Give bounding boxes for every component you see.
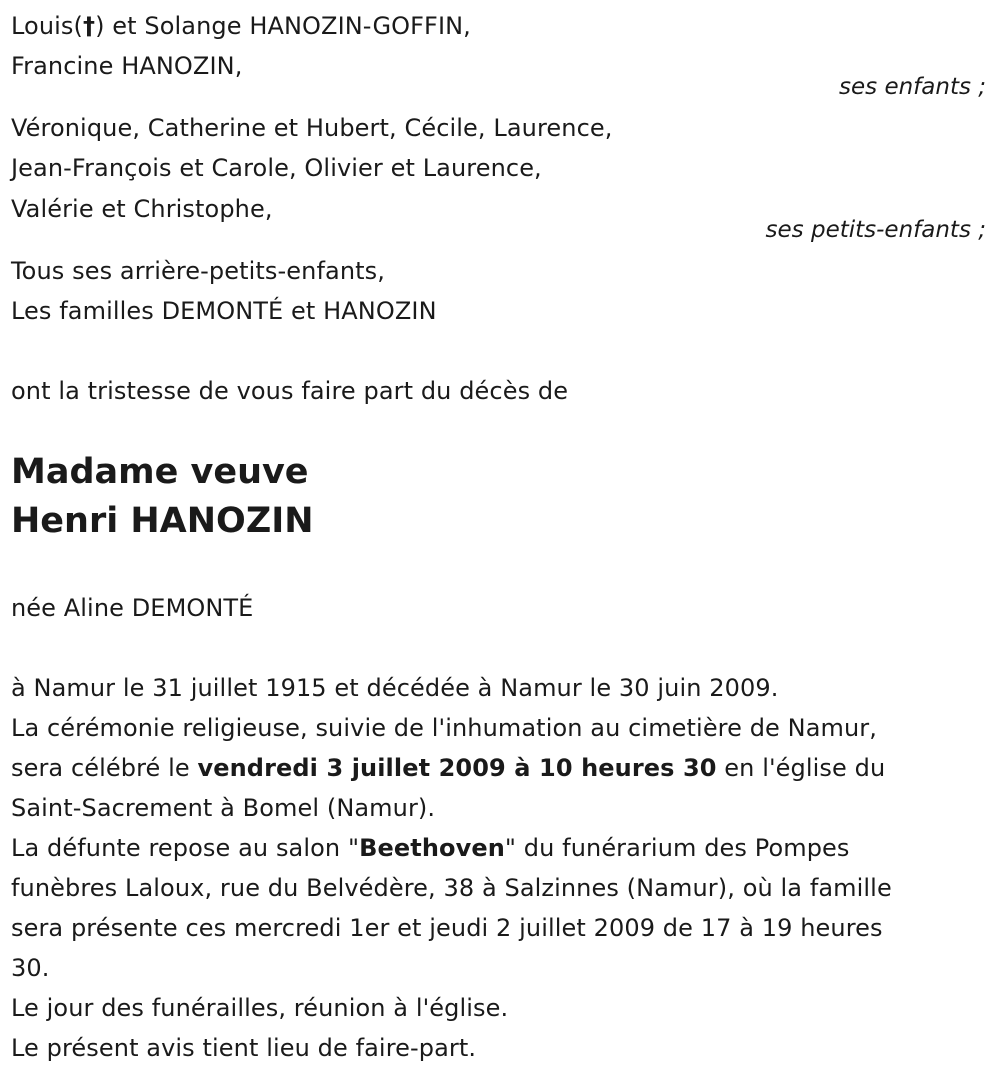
children-line-1-post: ) et Solange HANOZIN-GOFFIN, xyxy=(95,12,471,40)
details-line-3-pre: sera célébré le xyxy=(11,754,198,782)
details-line-1: à Namur le 31 juillet 1915 et décédée à Namur le 30 juin 2009. xyxy=(11,674,779,702)
details-line-5-pre: La défunte repose au salon " xyxy=(11,834,360,862)
announcement: ont la tristesse de vous faire part du décès de xyxy=(11,377,569,405)
children-line-1 xyxy=(11,6,471,46)
grandchildren-line-1: Véronique, Catherine et Hubert, Cécile, Laurence, xyxy=(11,114,613,142)
deceased-title-line-2: Henri HANOZIN xyxy=(11,501,314,541)
details-line-6: funèbres Laloux, rue du Belvédère, 38 à Salzinnes (Namur), où la famille xyxy=(11,874,892,902)
details-line-3-post: en l'église du xyxy=(716,754,886,782)
grandchildren-role: ses petits-enfants ; xyxy=(765,217,986,243)
grandchildren-line-2: Jean-François et Carole, Olivier et Laurence, xyxy=(11,154,542,182)
children-role: ses enfants ; xyxy=(839,74,986,100)
others-line-2: Les familles DEMONTÉ et HANOZIN xyxy=(11,297,437,325)
details-line-8: 30. xyxy=(11,954,50,982)
details-line-10: Le présent avis tient lieu de faire-part. xyxy=(11,1034,477,1062)
details-line-5 xyxy=(11,828,850,868)
salon-name: Beethoven xyxy=(359,834,505,862)
children-line-1-pre: Louis( xyxy=(11,12,83,40)
details-line-5-post: " du funérarium des Pompes xyxy=(504,834,850,862)
details-line-7: sera présente ces mercredi 1er et jeudi 2 juillet 2009 de 17 à 19 heures xyxy=(11,914,883,942)
deceased-title-line-1: Madame veuve xyxy=(11,452,309,492)
details-line-2: La cérémonie religieuse, suivie de l'inhumation au cimetière de Namur, xyxy=(11,714,877,742)
children-line-2: Francine HANOZIN, xyxy=(11,52,243,80)
ceremony-datetime: vendredi 3 juillet 2009 à 10 heures 30 xyxy=(197,754,717,782)
others-line-1: Tous ses arrière-petits-enfants, xyxy=(11,257,385,285)
grandchildren-line-3: Valérie et Christophe, xyxy=(11,195,273,223)
cross-icon: † xyxy=(82,12,96,40)
details-line-3 xyxy=(11,748,885,788)
details-line-9: Le jour des funérailles, réunion à l'église. xyxy=(11,994,509,1022)
details-line-4: Saint-Sacrement à Bomel (Namur). xyxy=(11,794,436,822)
birth-name: née Aline DEMONTÉ xyxy=(11,594,254,622)
